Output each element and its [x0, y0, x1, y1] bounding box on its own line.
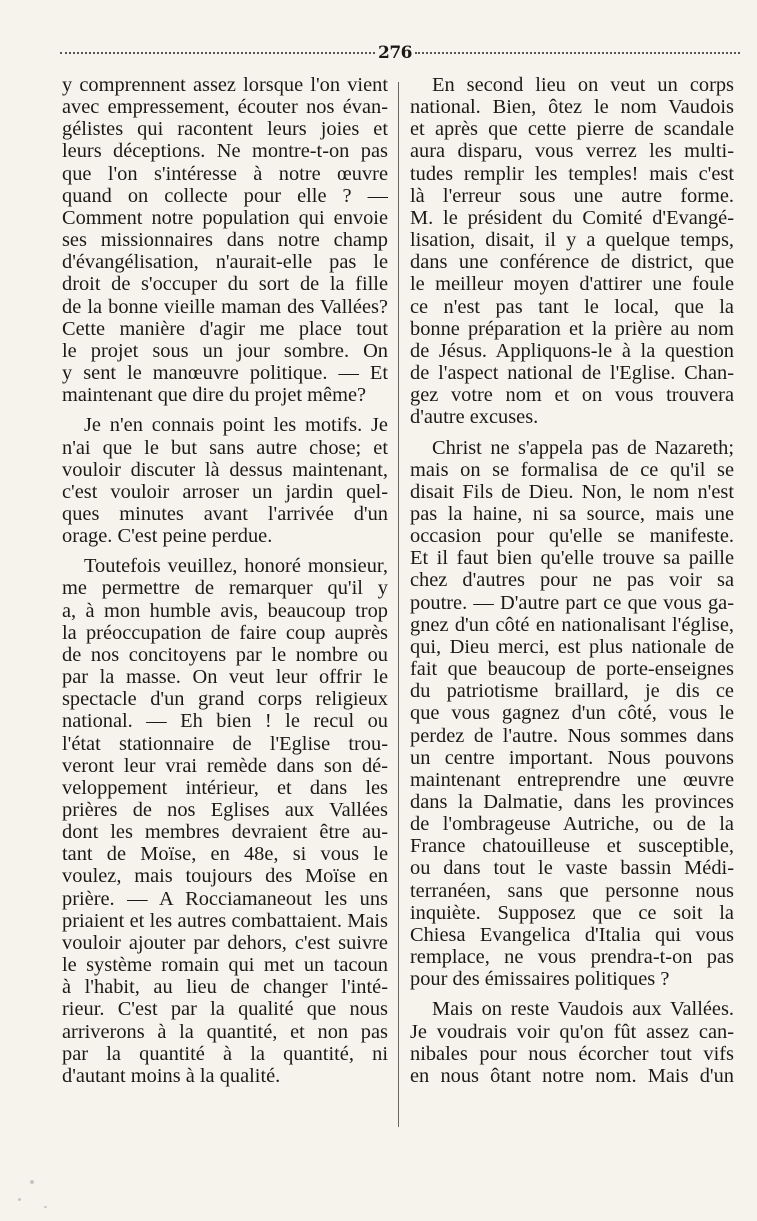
text-line: Comment notre population qui envoie: [62, 206, 388, 229]
text-line: France chatouilleuse et susceptible,: [410, 835, 734, 858]
text-line: arriverons à la quantité, et non pas: [62, 1020, 388, 1043]
text-line: disait Fils de Dieu. Non, le nom n'est: [410, 480, 734, 503]
text-line: prières de nos Eglises aux Vallées: [62, 799, 388, 821]
text-line: ses missionnaires dans notre champ: [62, 229, 388, 252]
text-line: M. le président du Comité d'Evangé-: [410, 206, 734, 229]
text-line: terranéen, sans que personne nous: [410, 879, 734, 902]
text-line: maintenant que dire du projet même?: [62, 384, 367, 407]
text-line: y comprennent assez lorsque l'on vient: [62, 74, 388, 96]
text-line: veloppement intérieur, et dans les: [62, 776, 388, 799]
text-line: En second lieu on veut un corps: [432, 74, 734, 96]
text-line: Mais on reste Vaudois aux Vallées.: [432, 998, 734, 1021]
text-line: lisation, disait, il y a quelque temps,: [410, 229, 734, 252]
text-line: à l'habit, au lieu de changer l'inté-: [62, 976, 388, 999]
text-line: veront leur vrai remède dans son dé-: [62, 754, 388, 777]
text-line: Christ ne s'appela pas de Nazareth;: [432, 436, 734, 459]
text-line: tudes remplir les temples! mais c'est: [410, 162, 734, 185]
text-line: perdez de l'autre. Nous sommes dans: [410, 724, 734, 747]
text-line: de l'aspect national de l'Eglise. Chan-: [410, 362, 734, 385]
left-column: [62, 74, 388, 1087]
text-line: le système romain qui met un tacoun: [62, 954, 388, 977]
paper-speck: [18, 1198, 21, 1201]
text-line: la préoccupation de faire coup auprès: [62, 621, 388, 644]
text-line: ou dans tout le vaste bassin Médi-: [410, 857, 734, 880]
text-line: leurs déceptions. Ne montre-t-on pas: [62, 140, 388, 163]
text-line: et après que cette pierre de scandale: [410, 118, 734, 141]
text-line: vouloir ajouter par dehors, c'est suivre: [62, 931, 388, 954]
text-line: ce n'est pas tant le local, que la: [410, 295, 734, 318]
text-line: de Jésus. Appliquons-le à la question: [410, 339, 734, 362]
text-line: Je voudrais voir qu'on fût assez can-: [410, 1020, 734, 1043]
text-line: le meilleur moyen d'attirer une foule: [410, 273, 734, 296]
text-line: Chiesa Evangelica d'Italia qui vous: [410, 923, 734, 946]
text-line: gnez d'un côté en nationalisant l'église,: [410, 613, 734, 636]
text-line: d'autre excuses.: [410, 406, 539, 429]
text-line: inquiète. Supposez que ce soit la: [410, 901, 734, 924]
paper-speck: [44, 1206, 47, 1208]
text-line: dans la Dalmatie, dans les provinces: [410, 791, 734, 813]
text-line: de l'ombrageuse Autriche, ou de la: [410, 813, 734, 836]
text-line: rieur. C'est par la qualité que nous: [62, 998, 388, 1021]
text-line: ques minutes avant l'arrivée d'un: [62, 502, 388, 525]
text-line: d'autant moins à la qualité.: [62, 1064, 281, 1087]
text-line: occasion pour qu'elle se manifeste.: [410, 525, 734, 548]
text-line: qui, Dieu merci, est plus nationale de: [410, 635, 734, 658]
text-line: pour des émissaires politiques ?: [410, 968, 670, 991]
text-line: mais on se formalisa de ce qu'il se: [410, 458, 734, 481]
text-line: que vous gagnez d'un côté, vous le: [410, 702, 734, 725]
text-line: aura disparu, vous verrez les multi-: [410, 140, 734, 163]
text-line: en nous ôtant notre nom. Mais d'un: [410, 1064, 734, 1087]
text-line: gélistes qui racontent leurs joies et: [62, 118, 388, 141]
text-line: maintenant entreprendre une œuvre: [410, 768, 734, 791]
paper-speck: [30, 1180, 34, 1184]
text-line: que l'on s'intéresse à notre œuvre: [62, 162, 388, 185]
text-line: du patriotisme braillard, je dis ce: [410, 680, 734, 703]
text-line: dans une conférence de district, que: [410, 251, 734, 274]
text-line: bonne préparation et la prière au nom: [410, 317, 734, 340]
text-line: a, à mon humble avis, beaucoup trop: [62, 599, 388, 622]
column-divider: [398, 82, 399, 1127]
text-line: Toutefois veuillez, honoré monsieur,: [84, 555, 388, 578]
text-line: de nos concitoyens par le nombre ou: [62, 643, 388, 666]
text-line: orage. C'est peine perdue.: [62, 525, 273, 548]
text-line: me permettre de remarquer qu'il y: [62, 577, 388, 600]
text-line: dont les membres devraient être au-: [62, 821, 388, 844]
text-line: priaient et les autres combattaient. Mais: [62, 909, 388, 932]
text-line: nibales pour nous écorcher tout vifs: [410, 1042, 734, 1065]
text-line: par la quantité à la quantité, ni: [62, 1042, 388, 1065]
right-column: [410, 74, 734, 1087]
text-line: Cette manière d'agir me place tout: [62, 317, 388, 340]
text-line: gez votre nom et on vous trouvera: [410, 384, 734, 407]
text-line: par la masse. On veut leur offrir le: [62, 666, 388, 689]
text-line: chez d'autres pour ne pas voir sa: [410, 569, 734, 592]
text-line: le projet sous un jour sombre. On: [62, 339, 388, 362]
text-line: là l'erreur sous une autre forme.: [410, 184, 734, 207]
text-line: n'ai que le but sans autre chose; et: [62, 436, 388, 459]
text-line: quand on collecte pour elle ? —: [62, 184, 388, 207]
text-line: spectacle d'un grand corps religieux: [62, 688, 388, 711]
text-line: remplace, ne vous prendra-t-on pas: [410, 946, 734, 969]
text-line: avec empressement, écouter nos évan-: [62, 96, 388, 119]
text-line: tant de Moïse, en 48e, si vous le: [62, 843, 388, 866]
text-line: d'évangélisation, n'aurait-elle pas le: [62, 251, 388, 274]
text-line: de la bonne vieille maman des Vallées?: [62, 295, 388, 318]
text-line: national. — Eh bien ! le recul ou: [62, 710, 388, 733]
text-line: un centre important. Nous pouvons: [410, 746, 734, 769]
text-line: prière. — A Rocciamaneout les uns: [62, 887, 388, 910]
text-line: Et il faut bien qu'elle trouve sa paille: [410, 547, 734, 570]
text-line: l'état stationnaire de l'Eglise trou-: [62, 732, 388, 755]
text-line: national. Bien, ôtez le nom Vaudois: [410, 96, 734, 119]
text-line: c'est vouloir arroser un jardin quel-: [62, 480, 388, 503]
text-line: fait que beaucoup de porte-enseignes: [410, 658, 734, 681]
text-line: Je n'en connais point les motifs. Je: [84, 414, 388, 437]
text-line: poutre. — D'autre part ce que vous ga-: [410, 591, 734, 614]
text-line: vouloir discuter là dessus maintenant,: [62, 458, 388, 481]
page-number: 276: [378, 43, 412, 63]
header-rule-right: [415, 52, 740, 54]
text-line: voulez, mais toujours des Moïse en: [62, 865, 388, 888]
page-header: [60, 42, 740, 64]
text-line: y sent le manœuvre politique. — Et: [62, 362, 388, 385]
text-line: pas la haine, ni sa source, mais une: [410, 502, 734, 525]
header-rule-left: [60, 52, 375, 54]
text-line: droit de s'occuper du sort de la fille: [62, 273, 388, 296]
